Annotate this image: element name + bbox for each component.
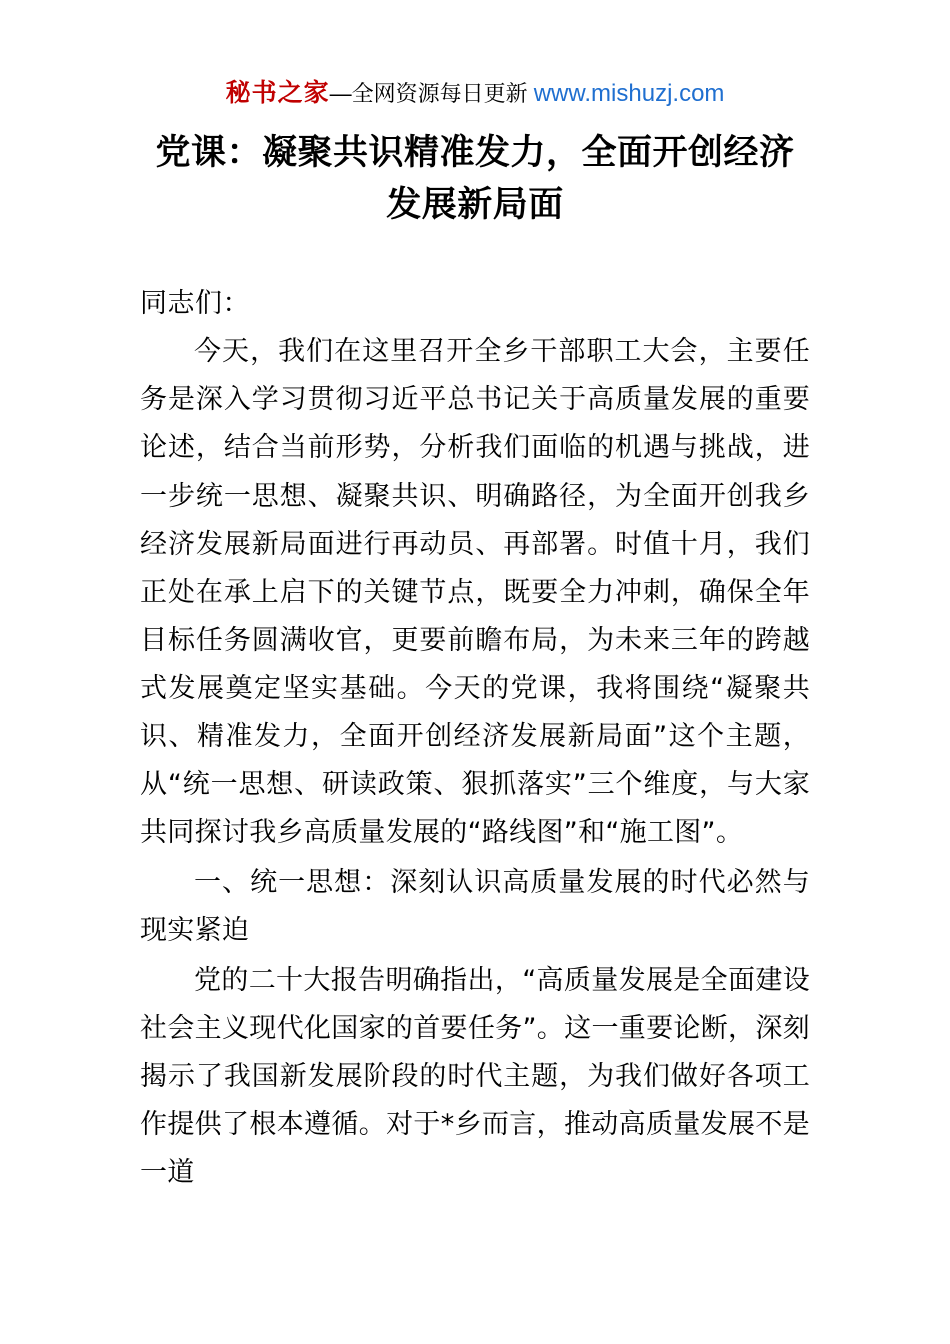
watermark-tagline: —全网资源每日更新 xyxy=(329,81,534,106)
watermark-url[interactable]: www.mishuzj.com xyxy=(533,80,725,107)
body-paragraph-2: 一、统一思想：深刻认识高质量发展的时代必然与现实紧迫 xyxy=(140,866,810,946)
body-paragraph-3: 党的二十大报告明确指出，“高质量发展是全面建设社会主义现代化国家的首要任务”。这一重要论断，深刻揭示了我国新发展阶段的时代主题，为我们做好各项工作提供了根本遵循。对于*乡而言，推动高质量发展不是一道 xyxy=(140,965,810,1189)
watermark-brand: 秘书之家 xyxy=(225,79,330,107)
site-watermark xyxy=(140,78,810,109)
body-paragraph-1: 今天，我们在这里召开全乡干部职工大会，主要任务是深入学习贯彻习近平总书记关于高质量发展的重要论述，结合当前形势，分析我们面临的机遇与挑战，进一步统一思想、凝聚共识、明确路径，为全面开创我乡经济发展新局面进行再动员、再部署。时值十月，我们正处在承上启下的关键节点，既要全力冲刺，确保全年目标任务圆满收官，更要前瞻布局，为未来三年的跨越式发展奠定坚实基础。今天的党课，我将围绕“凝聚共识、精准发力，全面开创经济发展新局面”这个主题，从“统一思想、研读政策、狠抓落实”三个维度，与大家共同探讨我乡高质量发展的“路线图”和“施工图”。 xyxy=(140,336,810,848)
salutation: 同志们： xyxy=(140,287,250,319)
page-title: 党课：凝聚共识精准发力，全面开创经济发展新局面 xyxy=(155,132,795,226)
